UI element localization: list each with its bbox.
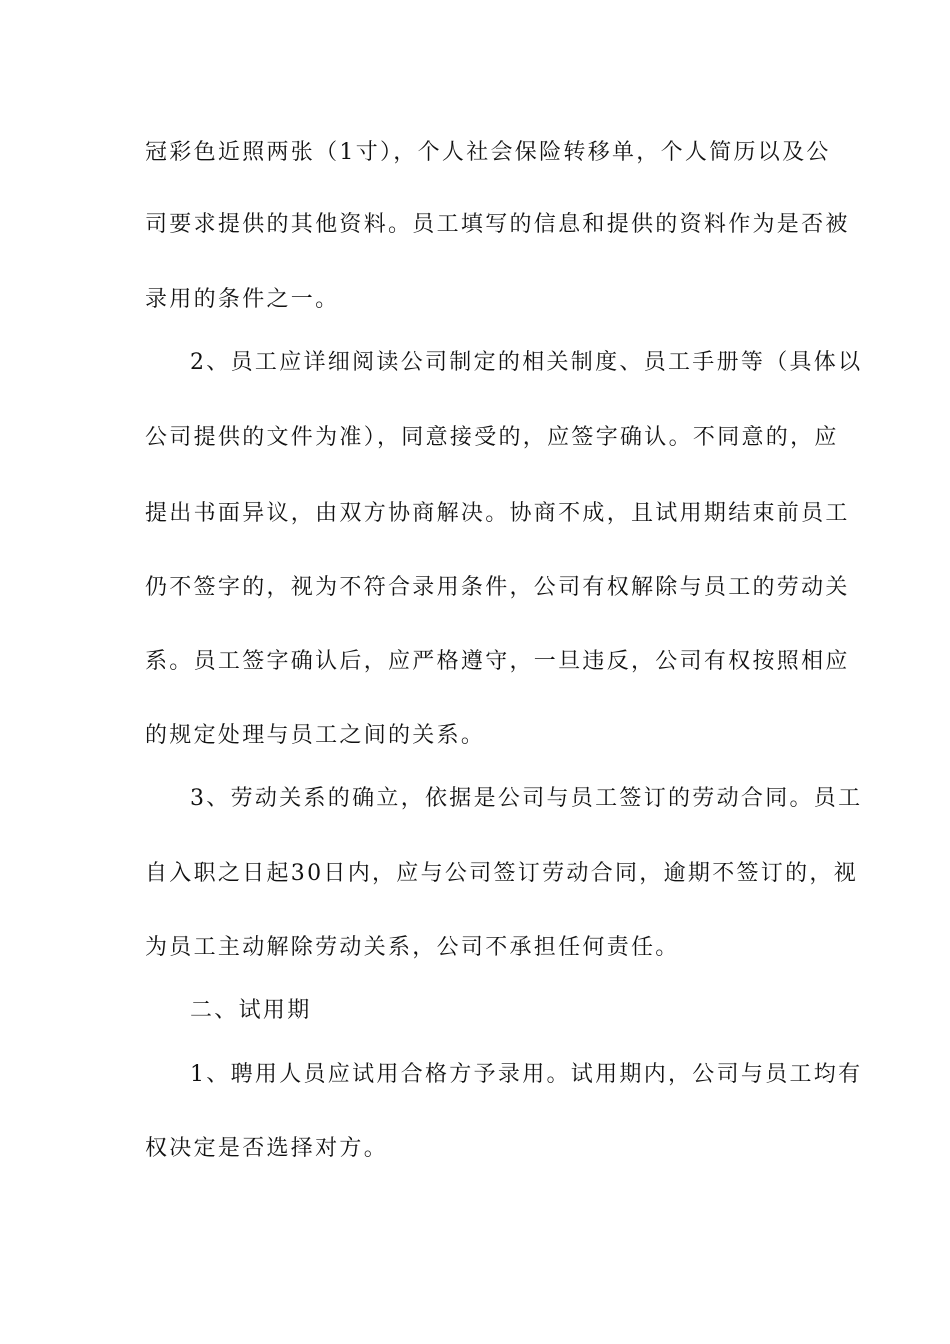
text-line: 的规定处理与员工之间的关系。 xyxy=(145,723,486,748)
text-line: 2、员工应详细阅读公司制定的相关制度、员工手册等（具体以 xyxy=(190,350,863,375)
text-line: 提出书面异议，由双方协商解决。协商不成，且试用期结束前员工 xyxy=(145,501,850,526)
text-line: 自入职之日起30日内，应与公司签订劳动合同，逾期不签订的，视 xyxy=(145,861,858,886)
text-line: 权决定是否选择对方。 xyxy=(145,1136,389,1161)
text-line: 仍不签字的，视为不符合录用条件，公司有权解除与员工的劳动关 xyxy=(145,575,850,600)
section-heading: 二、试用期 xyxy=(190,998,312,1023)
text-line: 公司提供的文件为准），同意接受的，应签字确认。不同意的，应 xyxy=(145,425,839,450)
text-line: 录用的条件之一。 xyxy=(145,287,340,312)
text-line: 1、聘用人员应试用合格方予录用。试用期内，公司与员工均有 xyxy=(190,1062,863,1087)
text-line: 为员工主动解除劳动关系，公司不承担任何责任。 xyxy=(145,935,680,960)
text-line: 冠彩色近照两张（1寸），个人社会保险转移单，个人简历以及公 xyxy=(145,140,831,165)
text-line: 系。员工签字确认后，应严格遵守，一旦违反，公司有权按照相应 xyxy=(145,649,850,674)
text-line: 3、劳动关系的确立，依据是公司与员工签订的劳动合同。员工 xyxy=(190,786,863,811)
text-line: 司要求提供的其他资料。员工填写的信息和提供的资料作为是否被 xyxy=(145,212,850,237)
